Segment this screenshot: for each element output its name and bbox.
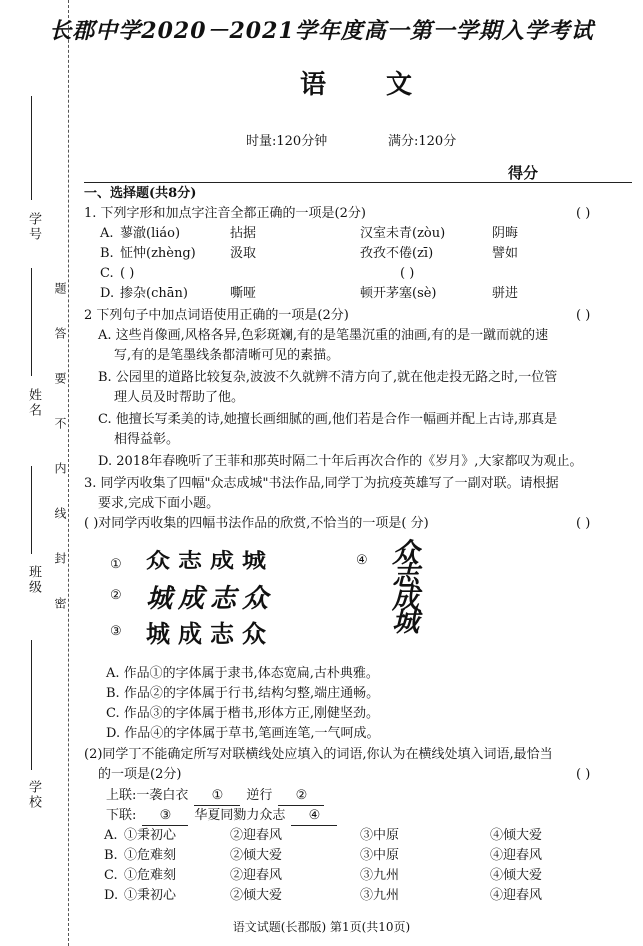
score-box	[508, 162, 628, 183]
student-name-blank[interactable]	[31, 268, 32, 376]
option-item: ③九州	[360, 888, 400, 903]
q3-sub2-answer-paren[interactable]: ( )	[576, 767, 591, 782]
q2-option-b-line2: 理人员及时帮助了他。	[114, 390, 245, 405]
couplet-blank-1[interactable]: ①	[194, 786, 240, 806]
student-id-label: 学号	[26, 212, 41, 242]
q1-answer-paren[interactable]: ( )	[576, 206, 591, 221]
class-label: 班级	[26, 565, 41, 595]
seal-char: 密	[53, 597, 67, 609]
option-label: C.	[100, 266, 114, 281]
section-title: 一、选择题(共8分)	[84, 186, 197, 201]
work-3-calligraphy: 城成志众	[146, 619, 274, 648]
option-item: ( )	[400, 266, 415, 281]
option-item: 阴晦	[492, 226, 519, 241]
option-item: 骈进	[492, 286, 519, 301]
option-item: 蓼澈(liáo)	[120, 226, 181, 241]
option-item: ( )	[120, 266, 135, 281]
q2-stem: 2 下列句子中加点词语使用正确的一项是(2分)	[84, 308, 349, 323]
exam-duration: 时量:120分钟	[246, 134, 328, 149]
option-item: ③中原	[360, 828, 400, 843]
option-item: 汲取	[230, 246, 257, 261]
seal-char: 不	[53, 417, 67, 429]
option-item: ④倾大爱	[490, 868, 543, 883]
q3-sub1-stem: ( )对同学丙收集的四幅书法作品的欣赏,不恰当的一项是( 分)	[84, 516, 429, 531]
option-item: 嘶哑	[230, 286, 257, 301]
couplet-blank-2[interactable]: ②	[278, 786, 324, 806]
exam-full-score: 满分:120分	[388, 134, 457, 149]
option-item: 顿开茅塞(sè)	[360, 286, 437, 301]
couplet-blank-4[interactable]: ④	[291, 806, 337, 826]
option-item: ①秉初心	[124, 888, 177, 903]
student-name-label: 姓名	[26, 388, 41, 418]
seal-char: 线	[53, 507, 67, 519]
seal-char: 题	[53, 282, 67, 294]
q2-option-a-line2: 写,有的是笔墨线条都清晰可见的素描。	[114, 348, 340, 363]
option-label: A.	[100, 226, 114, 241]
q3-stem-line1: 3. 同学丙收集了四幅"众志成城"书法作品,同学丁为抗疫英雄写了一副对联。请根据	[84, 476, 559, 491]
option-item: 孜孜不倦(zī)	[360, 246, 434, 261]
work-2-calligraphy: 城成志众	[146, 584, 275, 614]
option-item: ①危难刻	[124, 848, 177, 863]
work-4-calligraphy: 众志成城	[387, 538, 418, 630]
couplet-upper-text: 逆行	[246, 788, 273, 803]
seal-char: 封	[53, 552, 67, 564]
school-label: 学校	[26, 780, 41, 810]
option-item: ②倾大爱	[230, 888, 283, 903]
header-divider	[84, 182, 632, 183]
option-item: ④迎春风	[490, 848, 543, 863]
option-label: B.	[104, 848, 118, 863]
couplet-lower-text: 下联:	[106, 808, 137, 823]
q3-sub1-answer-paren[interactable]: ( )	[576, 516, 591, 531]
option-label: D.	[104, 888, 119, 903]
work-3-number: ③	[110, 624, 122, 639]
exam-title: 长郡中学2020－2021学年度高一第一学期入学考试	[49, 18, 594, 44]
option-label: D.	[100, 286, 115, 301]
school-blank[interactable]	[31, 640, 32, 770]
q3-sub2-stem-line1: (2)同学丁不能确定所写对联横线处应填入的词语,你认为在横线处填入词语,最恰当	[84, 747, 553, 762]
q3-sub1-option-b[interactable]: B. 作品②的字体属于行书,结构匀整,端庄通畅。	[106, 686, 380, 701]
couplet-upper-text: 上联:一袭白衣	[106, 788, 189, 803]
option-label: A.	[104, 828, 118, 843]
option-item: ①秉初心	[124, 828, 177, 843]
q2-answer-paren[interactable]: ( )	[576, 308, 591, 323]
q3-sub1-option-a[interactable]: A. 作品①的字体属于隶书,体态宽扁,古朴典雅。	[106, 666, 379, 681]
q2-option-b-line1[interactable]: B. 公园里的道路比较复杂,波波不久就辨不清方向了,就在他走投无路之时,一位管	[98, 370, 558, 385]
couplet-lower	[106, 806, 343, 826]
option-item: ②迎春风	[230, 828, 283, 843]
class-blank[interactable]	[31, 466, 32, 554]
q3-stem-line2: 要求,完成下面小题。	[98, 496, 220, 511]
option-item: 掺杂(chān)	[120, 286, 188, 301]
score-label: 得分	[508, 164, 539, 182]
couplet-blank-3[interactable]: ③	[142, 806, 188, 826]
option-item: ①危难刻	[124, 868, 177, 883]
option-item: 拈据	[230, 226, 257, 241]
option-item: ④倾大爱	[490, 828, 543, 843]
option-item: ②倾大爱	[230, 848, 283, 863]
work-1-number: ①	[110, 557, 122, 572]
subject-title: 语文	[300, 70, 473, 100]
option-label: B.	[100, 246, 114, 261]
seal-char: 内	[53, 462, 67, 474]
page-footer: 语文试题(长郡版) 第1页(共10页)	[232, 920, 411, 934]
option-item: 汉室未青(zòu)	[360, 226, 446, 241]
q3-sub1-option-c[interactable]: C. 作品③的字体属于楷书,形体方正,刚健坚劲。	[106, 706, 380, 721]
option-item: ③九州	[360, 868, 400, 883]
option-item: 怔忡(zhèng)	[120, 246, 196, 261]
seal-char: 要	[53, 372, 67, 384]
q1-stem: 1. 下列字形和加点字注音全都正确的一项是(2分)	[84, 206, 366, 221]
option-item: ③中原	[360, 848, 400, 863]
q2-option-c-line1[interactable]: C. 他擅长写柔美的诗,她擅长画细腻的画,他们若是合作一幅画并配上古诗,那真是	[98, 412, 558, 427]
option-item: 譬如	[492, 246, 519, 261]
option-item: ④迎春风	[490, 888, 543, 903]
work-4-number: ④	[356, 553, 368, 568]
student-id-blank[interactable]	[31, 96, 32, 200]
couplet-lower-text: 华夏同勠力众志	[194, 808, 286, 823]
option-item: ②迎春风	[230, 868, 283, 883]
seal-char: 答	[53, 327, 67, 339]
work-1-calligraphy: 众志成城	[146, 547, 274, 573]
couplet-upper	[106, 786, 330, 806]
q2-option-a-line1[interactable]: A. 这些肖像画,风格各异,色彩斑斓,有的是笔墨沉重的油画,有的是一蹴而就的速	[98, 328, 549, 343]
q3-sub1-option-d[interactable]: D. 作品④的字体属于草书,笔画连笔,一气呵成。	[106, 726, 380, 741]
q2-option-d[interactable]: D. 2018年春晚听了王菲和那英时隔二十年后再次合作的《岁月》,大家都叹为观止。	[98, 454, 583, 469]
work-2-number: ②	[110, 588, 122, 603]
option-label: C.	[104, 868, 118, 883]
q2-option-c-line2: 相得益彰。	[114, 432, 180, 447]
q3-sub2-stem-line2: 的一项是(2分)	[98, 767, 182, 782]
